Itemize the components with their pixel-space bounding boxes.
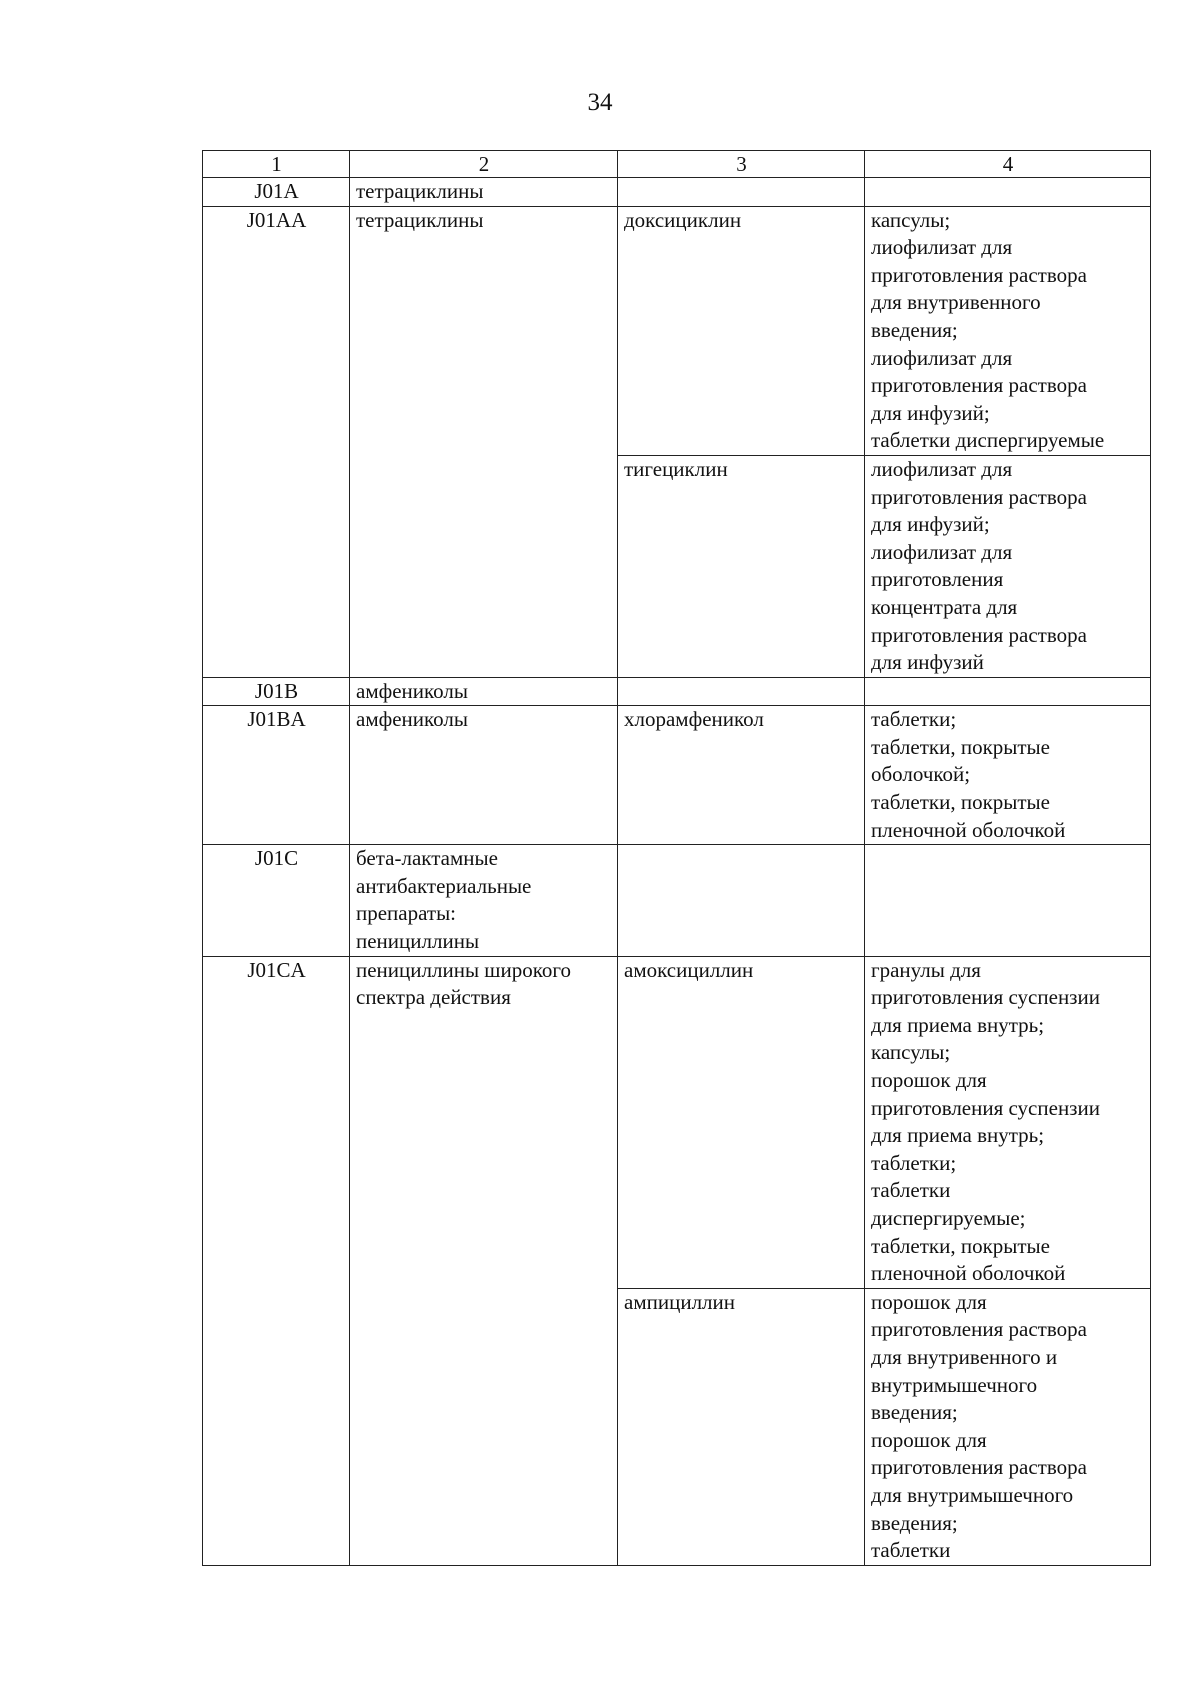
table-row: [203, 845, 1151, 956]
column-header: 1: [203, 151, 350, 178]
atc-code: J01A: [203, 178, 350, 207]
group-name: амфениколы: [350, 677, 618, 706]
drug-name: [618, 178, 865, 207]
drug-table: [202, 150, 1151, 1566]
drug-name: ампициллин: [618, 1288, 865, 1565]
page-number: 34: [587, 89, 613, 116]
drug-name: амоксициллин: [618, 956, 865, 1288]
drug-name: [618, 677, 865, 706]
group-name: тетрациклины: [350, 206, 618, 677]
table-row: [203, 178, 1151, 207]
column-header: 2: [350, 151, 618, 178]
atc-code: J01BA: [203, 706, 350, 845]
dosage-forms: [865, 677, 1151, 706]
drug-name: доксициклин: [618, 206, 865, 455]
atc-code: J01C: [203, 845, 350, 956]
dosage-forms: [865, 178, 1151, 207]
dosage-forms: гранулы для приготовления суспензии для приема внутрь; капсулы; порошок для приготовления суспензии для приема внутрь; таблетки; таблетки диспергируемые; таблетки, покрытые пленочной оболочкой: [865, 956, 1151, 1288]
column-header: 4: [865, 151, 1151, 178]
table-row: [203, 706, 1151, 845]
dosage-forms: [865, 845, 1151, 956]
atc-code: J01CA: [203, 956, 350, 1565]
table-row: [203, 206, 1151, 455]
dosage-forms: капсулы; лиофилизат для приготовления раствора для внутривенного введения; лиофилизат для приготовления раствора для инфузий; таблетки диспергируемые: [865, 206, 1151, 455]
column-header: 3: [618, 151, 865, 178]
drug-name: [618, 845, 865, 956]
drug-name: тигециклин: [618, 455, 865, 677]
table-row: [203, 677, 1151, 706]
atc-code: J01AA: [203, 206, 350, 677]
dosage-forms: лиофилизат для приготовления раствора для инфузий; лиофилизат для приготовления концентрата для приготовления раствора для инфузий: [865, 455, 1151, 677]
table-row: [203, 956, 1151, 1288]
atc-code: J01B: [203, 677, 350, 706]
dosage-forms: таблетки; таблетки, покрытые оболочкой; таблетки, покрытые пленочной оболочкой: [865, 706, 1151, 845]
group-name: бета-лактамные антибактериальные препараты: пенициллины: [350, 845, 618, 956]
table-header-row: [203, 151, 1151, 178]
dosage-forms: порошок для приготовления раствора для внутривенного и внутримышечного введения; порошок для приготовления раствора для внутримышечного введения; таблетки: [865, 1288, 1151, 1565]
drug-name: хлорамфеникол: [618, 706, 865, 845]
group-name: пенициллины широкого спектра действия: [350, 956, 618, 1565]
group-name: амфениколы: [350, 706, 618, 845]
group-name: тетрациклины: [350, 178, 618, 207]
